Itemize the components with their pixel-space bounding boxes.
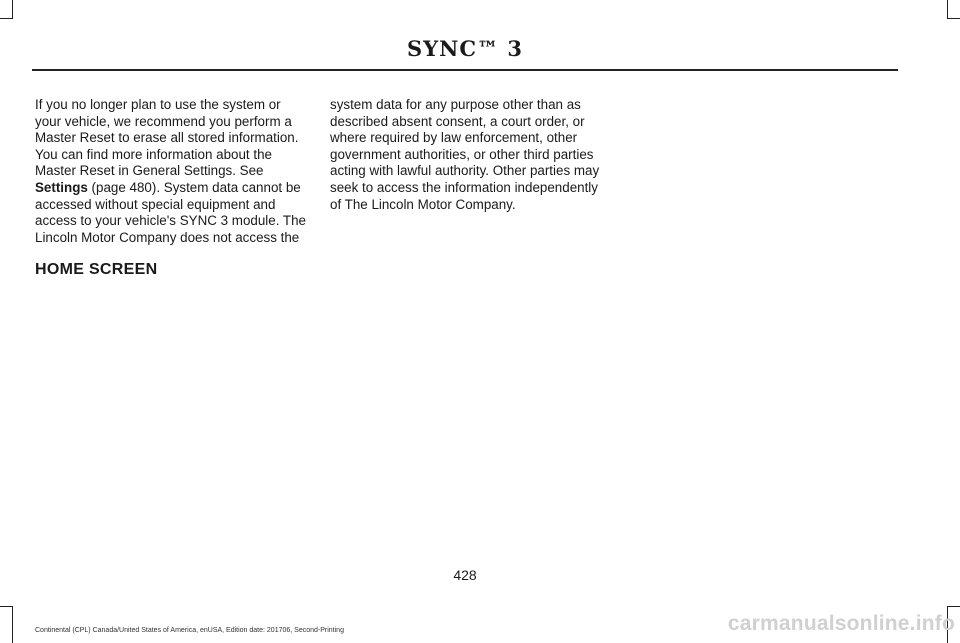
crop-mark-top-right-horizontal xyxy=(947,18,960,19)
left-column xyxy=(35,97,307,246)
left-text-after-link: (page 480). System data cannot be accessed without special equipment and access to your vehicle's SYNC 3 module. The Lincoln Motor Company does not access the xyxy=(35,179,306,245)
right-paragraph: system data for any purpose other than as described absent consent, a court order, or where required by law enforcement, other government authorities, or other third parties acting with lawful authority. Other parties may seek to access the information independently of The Lincoln Motor Company. xyxy=(330,97,600,212)
section-heading-home-screen: HOME SCREEN xyxy=(35,261,158,278)
crop-mark-bottom-left-horizontal xyxy=(0,606,13,607)
left-text-before-link: If you no longer plan to use the system or your vehicle, we recommend you perform a Master Reset to erase all stored information. You can find more information about the Master Reset in General Settings. See xyxy=(35,97,299,179)
crop-mark-top-right-vertical xyxy=(947,0,948,18)
header-divider xyxy=(32,69,898,71)
page-number: 428 xyxy=(453,567,477,583)
page-title: SYNC™ 3 xyxy=(407,36,523,61)
settings-reference-link[interactable]: Settings xyxy=(35,179,88,195)
crop-mark-bottom-left-vertical xyxy=(12,606,13,643)
crop-mark-bottom-right-horizontal xyxy=(947,606,960,607)
watermark-logo: carmanualsonline.info xyxy=(727,612,955,635)
crop-mark-top-left-vertical xyxy=(12,0,13,18)
left-paragraph xyxy=(35,97,307,246)
crop-mark-top-left-horizontal xyxy=(0,18,13,19)
right-column xyxy=(330,97,602,213)
edition-footer: Continental (CPL) Canada/United States of America, enUSA, Edition date: 201706, Second-Printing xyxy=(35,627,344,634)
